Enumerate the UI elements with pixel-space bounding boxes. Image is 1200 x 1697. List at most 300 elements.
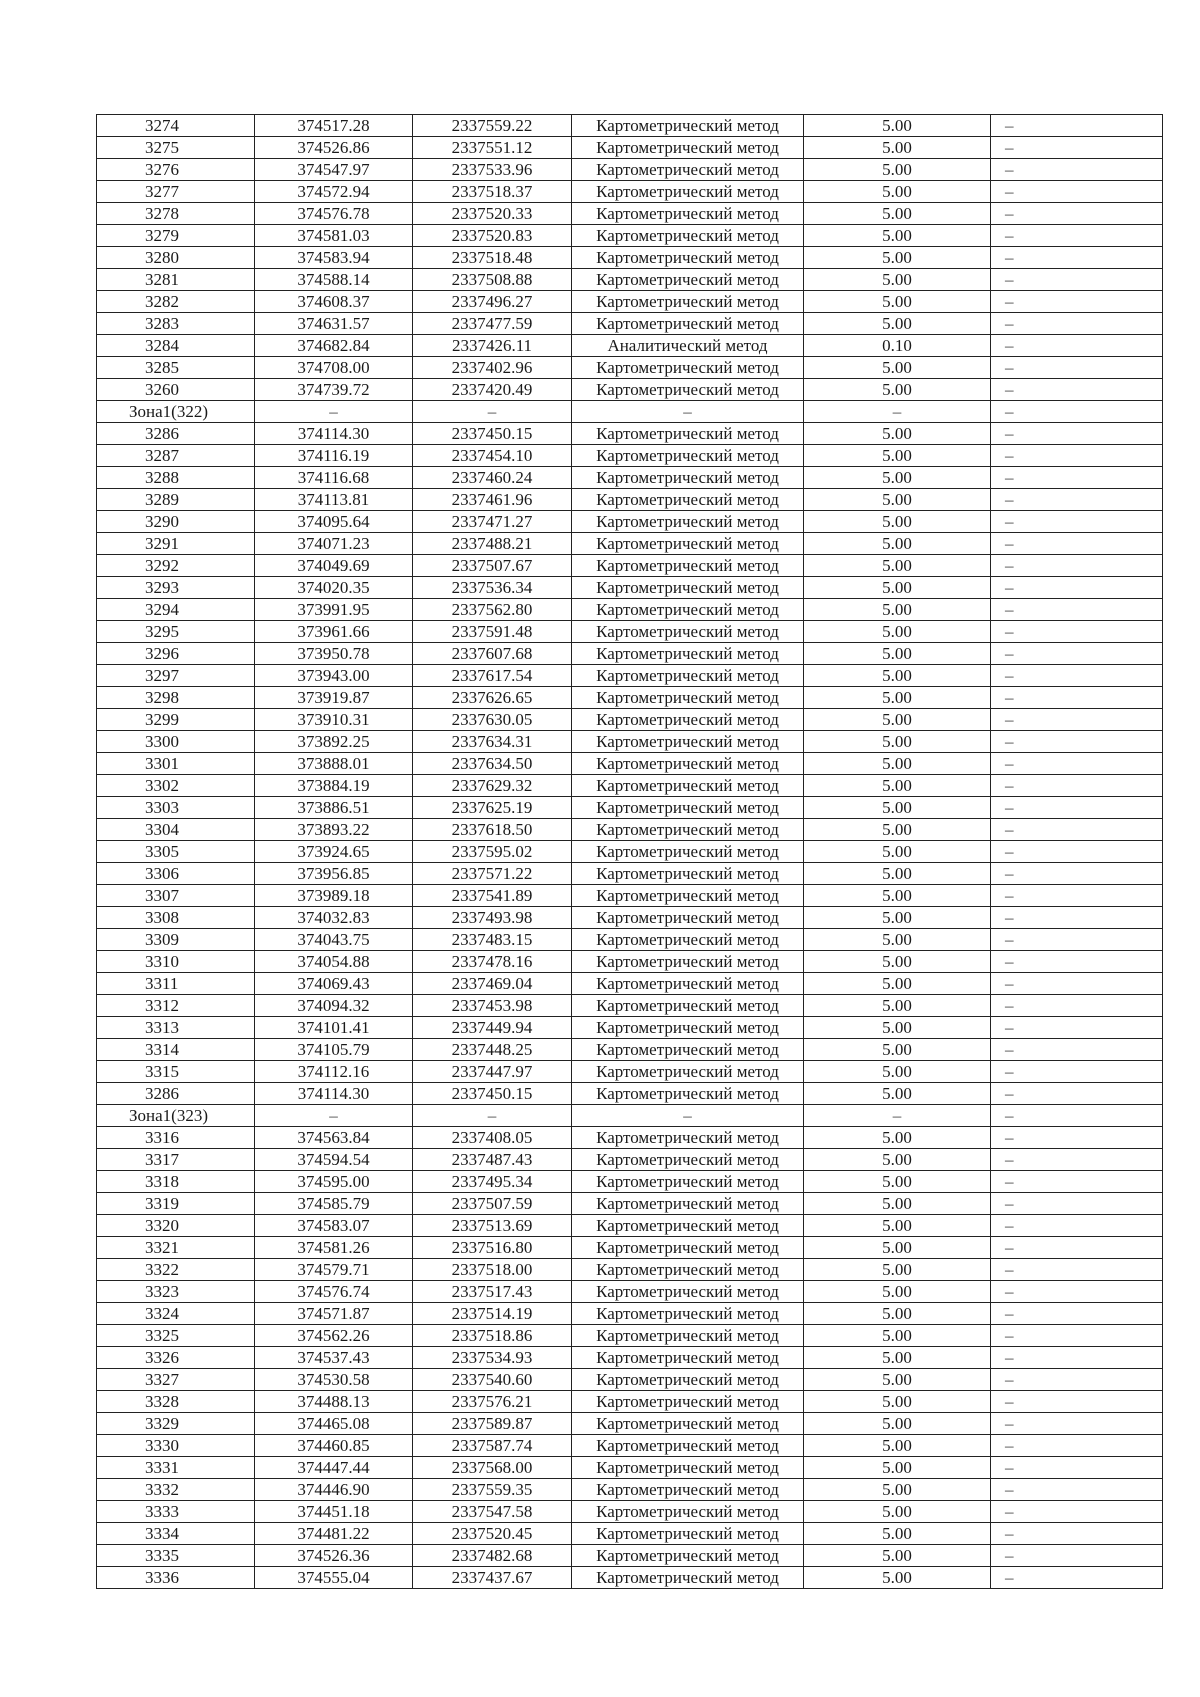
table-row: [97, 1347, 1163, 1369]
note-cell: –: [991, 1259, 1163, 1281]
y-coordinate-cell: 2337508.88: [413, 269, 572, 291]
table-row: [97, 1523, 1163, 1545]
point-number-cell: 3334: [97, 1523, 255, 1545]
method-cell: Картометрический метод: [572, 1413, 804, 1435]
y-coordinate-cell: 2337607.68: [413, 643, 572, 665]
y-coordinate-cell: 2337547.58: [413, 1501, 572, 1523]
table-row: [97, 1479, 1163, 1501]
table-row: [97, 1017, 1163, 1039]
table-body: [97, 115, 1163, 1589]
y-coordinate-cell: 2337595.02: [413, 841, 572, 863]
table-row: [97, 731, 1163, 753]
accuracy-cell: 5.00: [804, 1039, 991, 1061]
method-cell: Картометрический метод: [572, 533, 804, 555]
y-coordinate-cell: 2337495.34: [413, 1171, 572, 1193]
method-cell: Аналитический метод: [572, 335, 804, 357]
x-coordinate-cell: 374069.43: [255, 973, 413, 995]
note-cell: –: [991, 797, 1163, 819]
table-row: [97, 423, 1163, 445]
note-cell: –: [991, 1369, 1163, 1391]
table-row: [97, 1369, 1163, 1391]
accuracy-cell: 5.00: [804, 907, 991, 929]
point-number-cell: 3333: [97, 1501, 255, 1523]
table-row: [97, 973, 1163, 995]
point-number-cell: 3297: [97, 665, 255, 687]
accuracy-cell: 5.00: [804, 247, 991, 269]
note-cell: –: [991, 1325, 1163, 1347]
y-coordinate-cell: 2337571.22: [413, 863, 572, 885]
table-row: [97, 1061, 1163, 1083]
table-row: [97, 907, 1163, 929]
point-number-cell: 3331: [97, 1457, 255, 1479]
method-cell: Картометрический метод: [572, 1083, 804, 1105]
accuracy-cell: 5.00: [804, 1083, 991, 1105]
method-cell: Картометрический метод: [572, 1017, 804, 1039]
accuracy-cell: 5.00: [804, 1523, 991, 1545]
x-coordinate-cell: 373910.31: [255, 709, 413, 731]
y-coordinate-cell: 2337518.37: [413, 181, 572, 203]
table-row: [97, 797, 1163, 819]
y-coordinate-cell: 2337513.69: [413, 1215, 572, 1237]
table-row: [97, 313, 1163, 335]
y-coordinate-cell: 2337518.86: [413, 1325, 572, 1347]
table-row: [97, 951, 1163, 973]
x-coordinate-cell: 374054.88: [255, 951, 413, 973]
table-row: [97, 1567, 1163, 1589]
method-cell: Картометрический метод: [572, 555, 804, 577]
note-cell: –: [991, 225, 1163, 247]
note-cell: –: [991, 1281, 1163, 1303]
x-coordinate-cell: 373989.18: [255, 885, 413, 907]
point-number-cell: 3318: [97, 1171, 255, 1193]
accuracy-cell: 5.00: [804, 203, 991, 225]
note-cell: –: [991, 1413, 1163, 1435]
method-cell: Картометрический метод: [572, 159, 804, 181]
y-coordinate-cell: 2337487.43: [413, 1149, 572, 1171]
table-row: [97, 687, 1163, 709]
y-coordinate-cell: –: [413, 401, 572, 423]
note-cell: –: [991, 115, 1163, 137]
y-coordinate-cell: 2337576.21: [413, 1391, 572, 1413]
accuracy-cell: –: [804, 1105, 991, 1127]
point-number-cell: 3279: [97, 225, 255, 247]
point-number-cell: 3292: [97, 555, 255, 577]
table-row: [97, 533, 1163, 555]
accuracy-cell: 5.00: [804, 555, 991, 577]
method-cell: Картометрический метод: [572, 753, 804, 775]
y-coordinate-cell: 2337507.67: [413, 555, 572, 577]
method-cell: –: [572, 401, 804, 423]
note-cell: –: [991, 181, 1163, 203]
y-coordinate-cell: 2337520.33: [413, 203, 572, 225]
x-coordinate-cell: 374581.26: [255, 1237, 413, 1259]
x-coordinate-cell: 374095.64: [255, 511, 413, 533]
method-cell: Картометрический метод: [572, 1369, 804, 1391]
accuracy-cell: 5.00: [804, 621, 991, 643]
y-coordinate-cell: 2337618.50: [413, 819, 572, 841]
point-number-cell: 3306: [97, 863, 255, 885]
point-number-cell: 3336: [97, 1567, 255, 1589]
table-row: [97, 555, 1163, 577]
y-coordinate-cell: 2337536.34: [413, 577, 572, 599]
note-cell: –: [991, 687, 1163, 709]
method-cell: Картометрический метод: [572, 863, 804, 885]
table-row: [97, 357, 1163, 379]
accuracy-cell: 5.00: [804, 357, 991, 379]
y-coordinate-cell: 2337540.60: [413, 1369, 572, 1391]
note-cell: –: [991, 1105, 1163, 1127]
note-cell: –: [991, 1193, 1163, 1215]
point-number-cell: 3276: [97, 159, 255, 181]
note-cell: –: [991, 709, 1163, 731]
point-number-cell: 3260: [97, 379, 255, 401]
table-row: [97, 1083, 1163, 1105]
accuracy-cell: 5.00: [804, 1193, 991, 1215]
y-coordinate-cell: 2337453.98: [413, 995, 572, 1017]
x-coordinate-cell: 374588.14: [255, 269, 413, 291]
point-number-cell: 3287: [97, 445, 255, 467]
accuracy-cell: 5.00: [804, 995, 991, 1017]
accuracy-cell: 5.00: [804, 1171, 991, 1193]
y-coordinate-cell: 2337449.94: [413, 1017, 572, 1039]
accuracy-cell: 5.00: [804, 467, 991, 489]
x-coordinate-cell: 374583.94: [255, 247, 413, 269]
y-coordinate-cell: 2337517.43: [413, 1281, 572, 1303]
method-cell: Картометрический метод: [572, 687, 804, 709]
table-row: [97, 1237, 1163, 1259]
accuracy-cell: 5.00: [804, 1369, 991, 1391]
x-coordinate-cell: 374581.03: [255, 225, 413, 247]
table-row: [97, 445, 1163, 467]
accuracy-cell: 5.00: [804, 753, 991, 775]
y-coordinate-cell: 2337450.15: [413, 423, 572, 445]
accuracy-cell: 5.00: [804, 291, 991, 313]
x-coordinate-cell: –: [255, 401, 413, 423]
x-coordinate-cell: 374113.81: [255, 489, 413, 511]
table-row: [97, 577, 1163, 599]
method-cell: Картометрический метод: [572, 1435, 804, 1457]
accuracy-cell: 5.00: [804, 797, 991, 819]
accuracy-cell: 5.00: [804, 511, 991, 533]
method-cell: Картометрический метод: [572, 115, 804, 137]
y-coordinate-cell: 2337518.00: [413, 1259, 572, 1281]
y-coordinate-cell: 2337559.35: [413, 1479, 572, 1501]
method-cell: Картометрический метод: [572, 841, 804, 863]
method-cell: Картометрический метод: [572, 1523, 804, 1545]
y-coordinate-cell: 2337520.83: [413, 225, 572, 247]
point-number-cell: 3317: [97, 1149, 255, 1171]
note-cell: –: [991, 1237, 1163, 1259]
x-coordinate-cell: 374526.86: [255, 137, 413, 159]
accuracy-cell: 5.00: [804, 775, 991, 797]
point-number-cell: 3301: [97, 753, 255, 775]
x-coordinate-cell: 374094.32: [255, 995, 413, 1017]
y-coordinate-cell: 2337507.59: [413, 1193, 572, 1215]
note-cell: –: [991, 1061, 1163, 1083]
table-row: [97, 1303, 1163, 1325]
x-coordinate-cell: 374682.84: [255, 335, 413, 357]
accuracy-cell: 5.00: [804, 445, 991, 467]
note-cell: –: [991, 907, 1163, 929]
note-cell: –: [991, 1567, 1163, 1589]
note-cell: –: [991, 401, 1163, 423]
table-row: [97, 1545, 1163, 1567]
x-coordinate-cell: 374447.44: [255, 1457, 413, 1479]
x-coordinate-cell: 374537.43: [255, 1347, 413, 1369]
table-row: [97, 885, 1163, 907]
x-coordinate-cell: 374114.30: [255, 1083, 413, 1105]
point-number-cell: 3335: [97, 1545, 255, 1567]
y-coordinate-cell: 2337634.31: [413, 731, 572, 753]
accuracy-cell: 5.00: [804, 577, 991, 599]
accuracy-cell: 5.00: [804, 643, 991, 665]
x-coordinate-cell: 373886.51: [255, 797, 413, 819]
y-coordinate-cell: 2337460.24: [413, 467, 572, 489]
x-coordinate-cell: 374049.69: [255, 555, 413, 577]
accuracy-cell: 5.00: [804, 1259, 991, 1281]
point-number-cell: 3295: [97, 621, 255, 643]
table-row: [97, 137, 1163, 159]
point-number-cell: 3323: [97, 1281, 255, 1303]
point-number-cell: 3304: [97, 819, 255, 841]
method-cell: Картометрический метод: [572, 467, 804, 489]
y-coordinate-cell: 2337437.67: [413, 1567, 572, 1589]
x-coordinate-cell: 374739.72: [255, 379, 413, 401]
accuracy-cell: 5.00: [804, 181, 991, 203]
x-coordinate-cell: 374583.07: [255, 1215, 413, 1237]
accuracy-cell: 5.00: [804, 885, 991, 907]
point-number-cell: 3311: [97, 973, 255, 995]
table-row: [97, 863, 1163, 885]
point-number-cell: 3278: [97, 203, 255, 225]
accuracy-cell: 5.00: [804, 665, 991, 687]
note-cell: –: [991, 577, 1163, 599]
x-coordinate-cell: 374572.94: [255, 181, 413, 203]
note-cell: –: [991, 643, 1163, 665]
x-coordinate-cell: 374071.23: [255, 533, 413, 555]
accuracy-cell: 5.00: [804, 819, 991, 841]
table-row: [97, 1457, 1163, 1479]
point-number-cell: 3302: [97, 775, 255, 797]
point-number-cell: 3316: [97, 1127, 255, 1149]
point-number-cell: 3308: [97, 907, 255, 929]
method-cell: Картометрический метод: [572, 1545, 804, 1567]
x-coordinate-cell: 374526.36: [255, 1545, 413, 1567]
method-cell: Картометрический метод: [572, 731, 804, 753]
point-number-cell: 3307: [97, 885, 255, 907]
point-number-cell: 3327: [97, 1369, 255, 1391]
point-number-cell: 3309: [97, 929, 255, 951]
table-row: [97, 995, 1163, 1017]
accuracy-cell: 5.00: [804, 1347, 991, 1369]
point-number-cell: 3325: [97, 1325, 255, 1347]
point-number-cell: 3286: [97, 423, 255, 445]
method-cell: Картометрический метод: [572, 1501, 804, 1523]
note-cell: –: [991, 1303, 1163, 1325]
y-coordinate-cell: 2337534.93: [413, 1347, 572, 1369]
point-number-cell: 3324: [97, 1303, 255, 1325]
point-number-cell: 3286: [97, 1083, 255, 1105]
method-cell: Картометрический метод: [572, 511, 804, 533]
note-cell: –: [991, 423, 1163, 445]
point-number-cell: 3274: [97, 115, 255, 137]
point-number-cell: 3277: [97, 181, 255, 203]
y-coordinate-cell: 2337488.21: [413, 533, 572, 555]
note-cell: –: [991, 621, 1163, 643]
note-cell: –: [991, 819, 1163, 841]
x-coordinate-cell: 374043.75: [255, 929, 413, 951]
point-number-cell: 3328: [97, 1391, 255, 1413]
point-number-cell: 3285: [97, 357, 255, 379]
x-coordinate-cell: 374114.30: [255, 423, 413, 445]
x-coordinate-cell: 373884.19: [255, 775, 413, 797]
method-cell: Картометрический метод: [572, 599, 804, 621]
table-row: [97, 203, 1163, 225]
point-number-cell: 3300: [97, 731, 255, 753]
note-cell: –: [991, 863, 1163, 885]
coordinates-table-page: [96, 114, 1162, 1589]
accuracy-cell: 5.00: [804, 1149, 991, 1171]
note-cell: –: [991, 467, 1163, 489]
accuracy-cell: 5.00: [804, 1413, 991, 1435]
point-number-cell: 3303: [97, 797, 255, 819]
x-coordinate-cell: 373924.65: [255, 841, 413, 863]
note-cell: –: [991, 731, 1163, 753]
note-cell: –: [991, 753, 1163, 775]
y-coordinate-cell: 2337408.05: [413, 1127, 572, 1149]
y-coordinate-cell: 2337514.19: [413, 1303, 572, 1325]
note-cell: –: [991, 841, 1163, 863]
table-row: [97, 665, 1163, 687]
x-coordinate-cell: 374562.26: [255, 1325, 413, 1347]
x-coordinate-cell: 374488.13: [255, 1391, 413, 1413]
method-cell: Картометрический метод: [572, 577, 804, 599]
accuracy-cell: 5.00: [804, 863, 991, 885]
method-cell: Картометрический метод: [572, 269, 804, 291]
point-number-cell: 3319: [97, 1193, 255, 1215]
point-number-cell: 3326: [97, 1347, 255, 1369]
note-cell: –: [991, 1545, 1163, 1567]
y-coordinate-cell: 2337562.80: [413, 599, 572, 621]
note-cell: –: [991, 357, 1163, 379]
method-cell: Картометрический метод: [572, 181, 804, 203]
note-cell: –: [991, 599, 1163, 621]
method-cell: Картометрический метод: [572, 665, 804, 687]
table-row: [97, 929, 1163, 951]
method-cell: Картометрический метод: [572, 995, 804, 1017]
zone-header-row: [97, 401, 1163, 423]
accuracy-cell: 5.00: [804, 929, 991, 951]
table-row: [97, 819, 1163, 841]
accuracy-cell: 5.00: [804, 687, 991, 709]
x-coordinate-cell: 373892.25: [255, 731, 413, 753]
accuracy-cell: 5.00: [804, 951, 991, 973]
y-coordinate-cell: 2337447.97: [413, 1061, 572, 1083]
y-coordinate-cell: 2337426.11: [413, 335, 572, 357]
note-cell: –: [991, 533, 1163, 555]
x-coordinate-cell: 374116.68: [255, 467, 413, 489]
x-coordinate-cell: 374579.71: [255, 1259, 413, 1281]
y-coordinate-cell: 2337483.15: [413, 929, 572, 951]
note-cell: –: [991, 269, 1163, 291]
note-cell: –: [991, 1215, 1163, 1237]
y-coordinate-cell: 2337626.65: [413, 687, 572, 709]
point-number-cell: 3310: [97, 951, 255, 973]
point-number-cell: Зона1(322): [97, 401, 255, 423]
point-number-cell: 3329: [97, 1413, 255, 1435]
point-number-cell: 3321: [97, 1237, 255, 1259]
accuracy-cell: 5.00: [804, 379, 991, 401]
y-coordinate-cell: 2337461.96: [413, 489, 572, 511]
accuracy-cell: 5.00: [804, 1281, 991, 1303]
point-number-cell: 3290: [97, 511, 255, 533]
y-coordinate-cell: 2337496.27: [413, 291, 572, 313]
x-coordinate-cell: 374451.18: [255, 1501, 413, 1523]
note-cell: –: [991, 1017, 1163, 1039]
y-coordinate-cell: 2337493.98: [413, 907, 572, 929]
y-coordinate-cell: 2337516.80: [413, 1237, 572, 1259]
method-cell: Картометрический метод: [572, 1149, 804, 1171]
point-number-cell: 3294: [97, 599, 255, 621]
note-cell: –: [991, 929, 1163, 951]
point-number-cell: 3296: [97, 643, 255, 665]
accuracy-cell: 5.00: [804, 1237, 991, 1259]
point-number-cell: 3322: [97, 1259, 255, 1281]
x-coordinate-cell: 374116.19: [255, 445, 413, 467]
accuracy-cell: 5.00: [804, 1017, 991, 1039]
y-coordinate-cell: 2337518.48: [413, 247, 572, 269]
y-coordinate-cell: 2337448.25: [413, 1039, 572, 1061]
table-row: [97, 1281, 1163, 1303]
y-coordinate-cell: 2337471.27: [413, 511, 572, 533]
accuracy-cell: 5.00: [804, 159, 991, 181]
method-cell: Картометрический метод: [572, 247, 804, 269]
y-coordinate-cell: 2337617.54: [413, 665, 572, 687]
note-cell: –: [991, 1501, 1163, 1523]
accuracy-cell: 5.00: [804, 313, 991, 335]
method-cell: Картометрический метод: [572, 1039, 804, 1061]
y-coordinate-cell: 2337477.59: [413, 313, 572, 335]
method-cell: Картометрический метод: [572, 1347, 804, 1369]
y-coordinate-cell: 2337541.89: [413, 885, 572, 907]
point-number-cell: 3289: [97, 489, 255, 511]
method-cell: Картометрический метод: [572, 907, 804, 929]
y-coordinate-cell: 2337629.32: [413, 775, 572, 797]
note-cell: –: [991, 973, 1163, 995]
x-coordinate-cell: 374576.78: [255, 203, 413, 225]
accuracy-cell: 5.00: [804, 1545, 991, 1567]
point-number-cell: 3283: [97, 313, 255, 335]
method-cell: Картометрический метод: [572, 379, 804, 401]
point-number-cell: 3313: [97, 1017, 255, 1039]
accuracy-cell: 5.00: [804, 599, 991, 621]
point-number-cell: 3320: [97, 1215, 255, 1237]
table-row: [97, 599, 1163, 621]
y-coordinate-cell: 2337478.16: [413, 951, 572, 973]
x-coordinate-cell: 374563.84: [255, 1127, 413, 1149]
accuracy-cell: 5.00: [804, 1325, 991, 1347]
point-number-cell: 3312: [97, 995, 255, 1017]
note-cell: –: [991, 951, 1163, 973]
table-row: [97, 291, 1163, 313]
point-number-cell: 3332: [97, 1479, 255, 1501]
method-cell: Картометрический метод: [572, 1457, 804, 1479]
accuracy-cell: 5.00: [804, 1479, 991, 1501]
method-cell: Картометрический метод: [572, 1325, 804, 1347]
zone-header-row: [97, 1105, 1163, 1127]
table-row: [97, 335, 1163, 357]
method-cell: Картометрический метод: [572, 775, 804, 797]
